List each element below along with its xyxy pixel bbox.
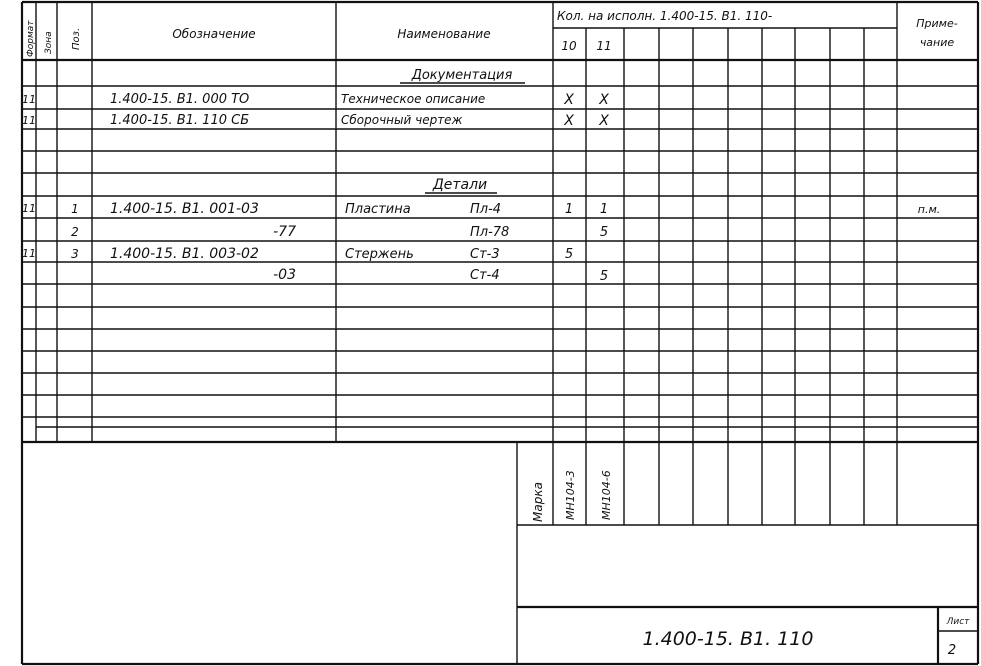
header-name: Наименование [397, 27, 491, 41]
table-row [22, 113, 609, 129]
cell-qty-11: 5 [599, 225, 609, 240]
cell-position: 1 [71, 202, 79, 216]
cell-name-code: Пл-4 [470, 202, 502, 217]
section-title-parts: Детали [432, 177, 488, 193]
cell-name: Пластина [345, 202, 411, 217]
header-format: Формат [26, 20, 36, 57]
cell-name-code: Ст-4 [470, 268, 500, 283]
header-designation: Обозначение [172, 27, 256, 41]
cell-qty-11: 1 [599, 202, 609, 217]
cell-designation: -77 [273, 224, 296, 240]
section-title-documentation: Документация [411, 68, 513, 83]
cell-name: Сборочный чертеж [341, 113, 463, 127]
cell-qty-10: 1 [564, 202, 574, 217]
cell-format: 11 [22, 93, 36, 106]
cell-designation: 1.400-15. В1. 110 СБ [110, 113, 250, 128]
header-variant-11: 11 [596, 39, 612, 53]
header-qty-title: Кол. на исполн. 1.400-15. В1. 110- [557, 9, 773, 23]
cell-position: 2 [71, 225, 79, 239]
cell-format: 11 [22, 247, 36, 260]
cell-qty-10: 5 [564, 247, 574, 262]
sheet-number: 2 [947, 643, 957, 658]
table-row [22, 246, 573, 262]
cell-qty-10: X [564, 113, 574, 129]
cell-name: Стержень [345, 247, 414, 262]
section-documentation [400, 68, 525, 83]
cell-format: 11 [22, 114, 36, 127]
table-row [22, 92, 609, 108]
cell-name: Техническое описание [341, 92, 486, 106]
cell-designation: 1.400-15. В1. 003-02 [110, 246, 259, 262]
cell-format: 11 [22, 202, 36, 215]
header-position: Поз. [71, 27, 82, 50]
cell-qty-10: X [564, 92, 574, 108]
sheet-label: Лист [946, 617, 970, 627]
cell-qty-11: X [599, 113, 609, 129]
grades-label: Марка [531, 482, 545, 522]
cell-designation: 1.400-15. В1. 000 ТО [110, 92, 250, 107]
header-zone: Зона [44, 31, 54, 54]
grade-value: МН104-3 [564, 470, 577, 520]
cell-designation: 1.400-15. В1. 001-03 [110, 201, 259, 217]
cell-position: 3 [71, 247, 79, 261]
cell-qty-11: 5 [599, 269, 609, 284]
cell-name-code: Пл-78 [470, 225, 510, 240]
table-row [273, 267, 608, 284]
header-variant-10: 10 [561, 39, 577, 53]
cell-note: п.м. [917, 203, 941, 216]
document-designation: 1.400-15. В1. 110 [642, 628, 814, 650]
grades-row [531, 470, 613, 522]
table-header [26, 9, 958, 57]
cell-qty-11: X [599, 92, 609, 108]
table-row [22, 201, 940, 217]
table-row [71, 224, 608, 240]
header-note-line1: Приме- [916, 17, 958, 30]
header-note-line2: чание [919, 36, 955, 49]
grade-value: МН104-6 [600, 470, 613, 520]
cell-designation: -03 [273, 267, 296, 283]
title-block [643, 617, 971, 658]
section-parts [425, 177, 497, 193]
cell-name-code: Ст-3 [470, 247, 500, 262]
